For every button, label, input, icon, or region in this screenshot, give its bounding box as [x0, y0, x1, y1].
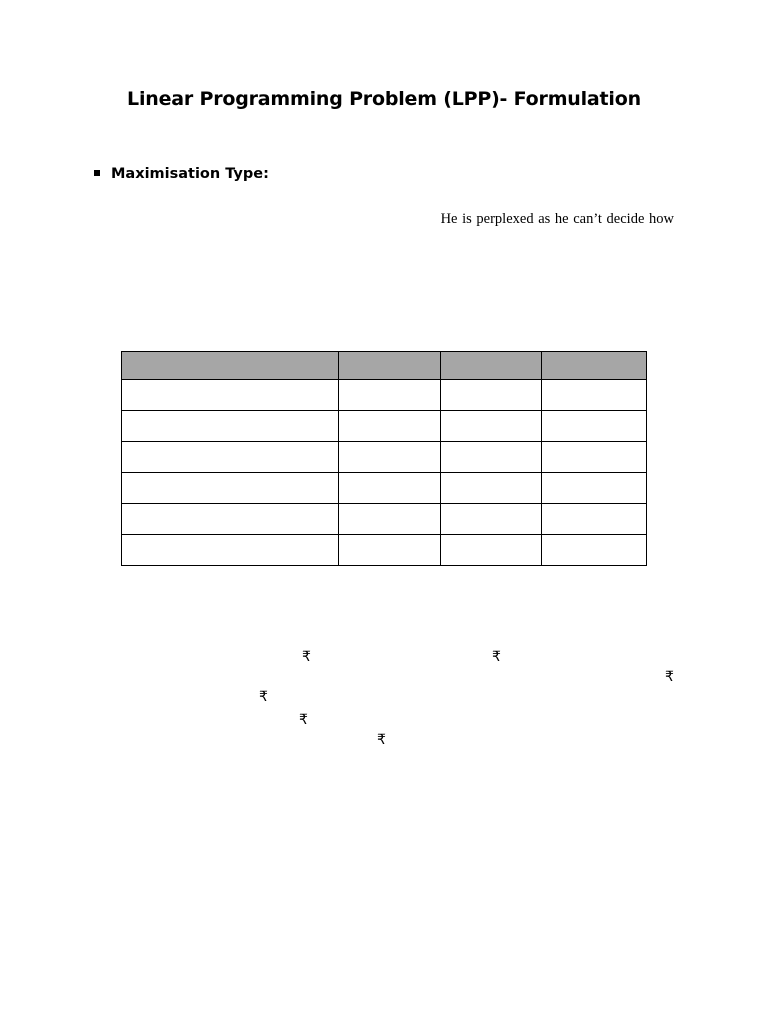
table-row: [122, 535, 647, 566]
table-cell: [542, 411, 647, 442]
table-cell: [122, 411, 339, 442]
page-title: Linear Programming Problem (LPP)- Formulation: [127, 88, 641, 110]
table-cell: [441, 411, 542, 442]
table-cell: [339, 380, 441, 411]
table-cell: [339, 442, 441, 473]
table-row: [122, 473, 647, 504]
table-cell: [441, 380, 542, 411]
table-cell: [122, 380, 339, 411]
table-cell: [542, 504, 647, 535]
table-cell: [441, 473, 542, 504]
table-cell: [542, 442, 647, 473]
rupee-symbol: ₹: [302, 649, 311, 665]
table-cell: [339, 411, 441, 442]
table-header-row: [122, 352, 647, 380]
table-cell: [122, 504, 339, 535]
data-table: [121, 351, 647, 566]
section-label: Maximisation Type:: [111, 166, 269, 182]
table-cell: [542, 535, 647, 566]
rupee-symbol: ₹: [665, 669, 674, 685]
table-header-cell: [542, 352, 647, 380]
table-cell: [441, 442, 542, 473]
table-cell: [542, 473, 647, 504]
square-bullet-icon: [94, 170, 100, 176]
table-header-cell: [441, 352, 542, 380]
table-cell: [339, 535, 441, 566]
table-header-cell: [339, 352, 441, 380]
table-cell: [339, 473, 441, 504]
table-cell: [441, 504, 542, 535]
rupee-symbol: ₹: [259, 689, 268, 705]
table-row: [122, 504, 647, 535]
paragraph-fragment: He is perplexed as he can’t decide how: [440, 211, 674, 227]
rupee-symbol: ₹: [377, 732, 386, 748]
table-cell: [542, 380, 647, 411]
table-row: [122, 411, 647, 442]
table-cell: [122, 535, 339, 566]
table-cell: [441, 535, 542, 566]
table-cell: [122, 473, 339, 504]
table-cell: [122, 442, 339, 473]
table-row: [122, 442, 647, 473]
rupee-symbol: ₹: [299, 712, 308, 728]
section-heading: [94, 166, 269, 182]
table-cell: [339, 504, 441, 535]
table-row: [122, 380, 647, 411]
table-header-cell: [122, 352, 339, 380]
rupee-symbol: ₹: [492, 649, 501, 665]
